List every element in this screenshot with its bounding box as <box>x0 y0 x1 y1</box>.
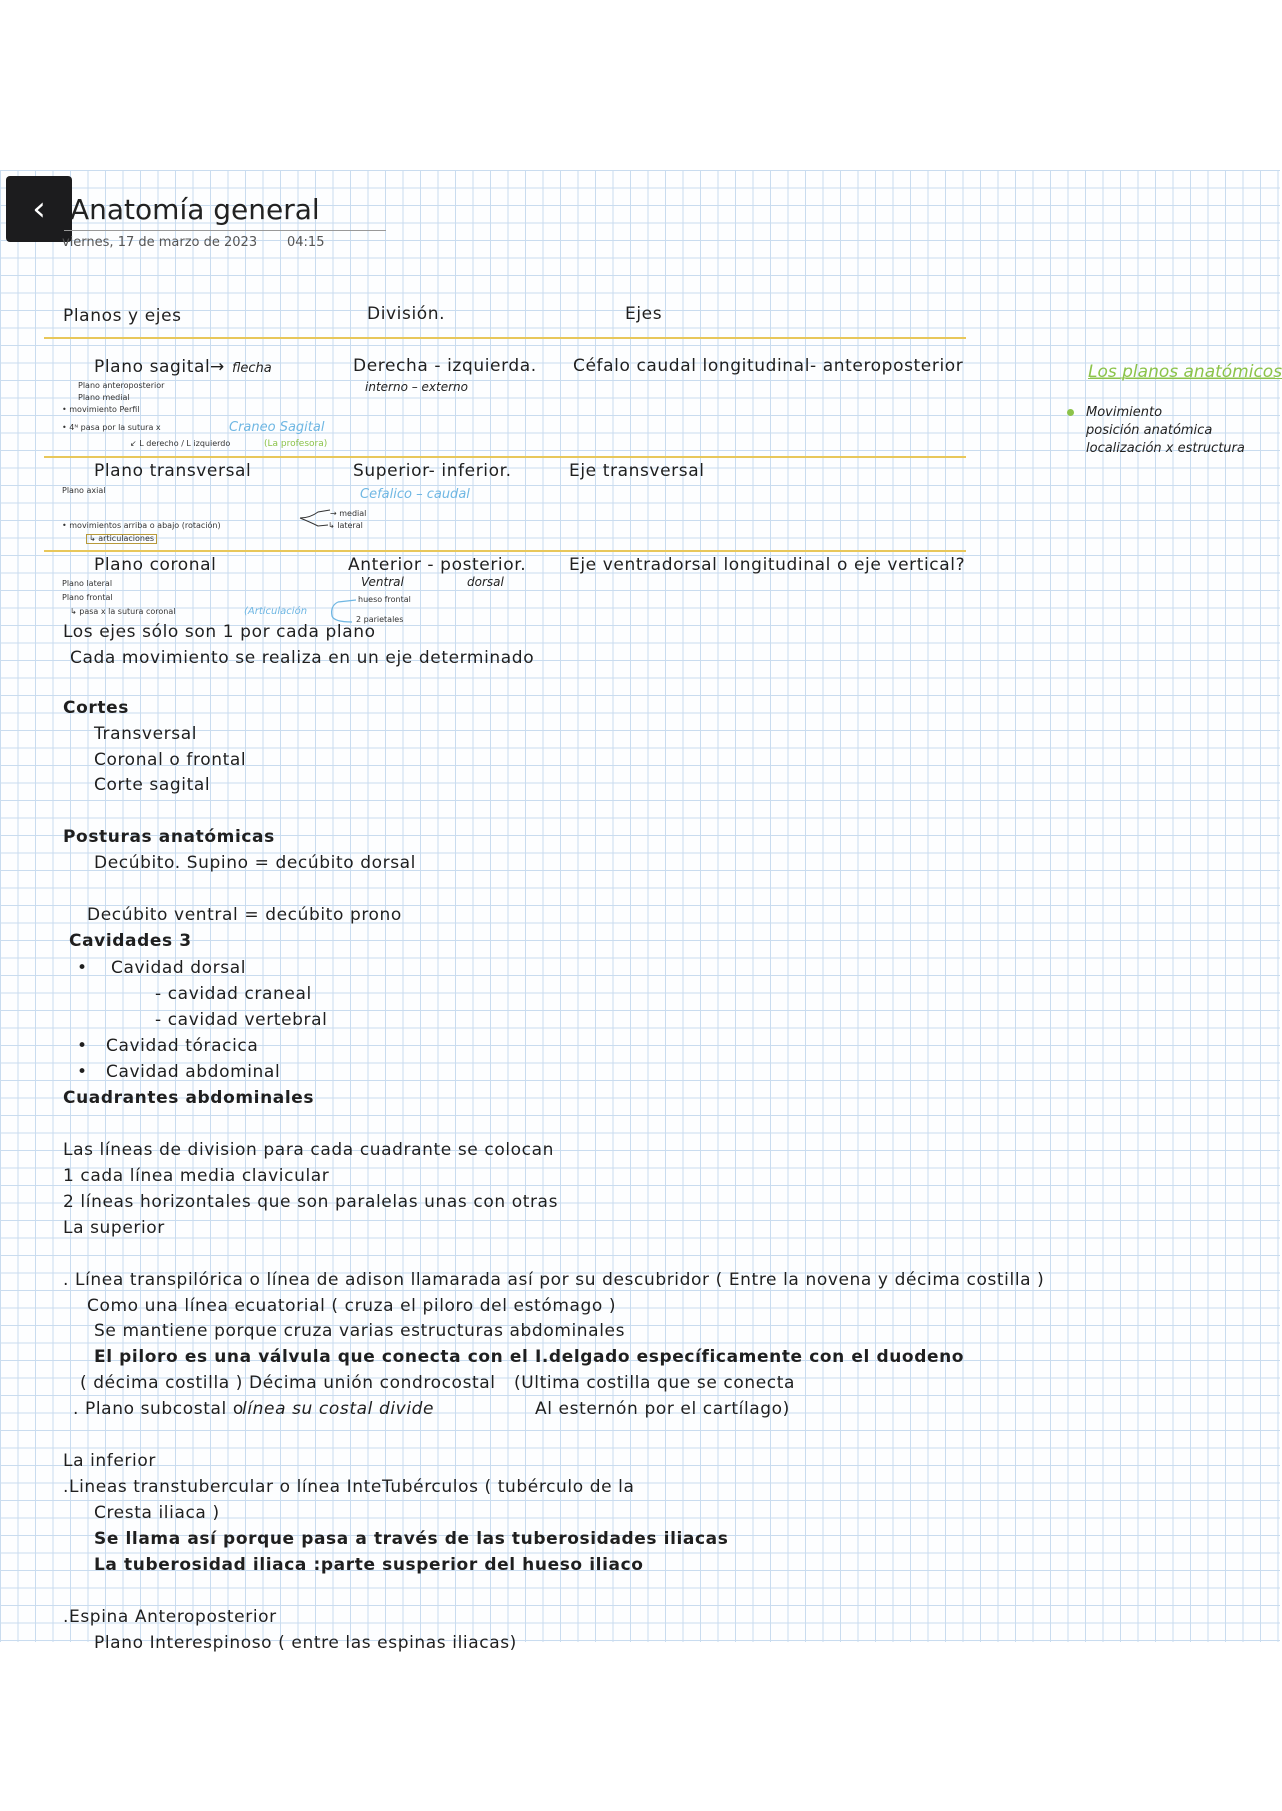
division-coronal: Anterior - posterior. <box>348 555 527 575</box>
sub-line: • 4ᴺ pasa por la sutura x <box>62 423 161 432</box>
sub-line: Plano frontal <box>62 593 113 602</box>
text-line: línea su costal divide <box>242 1399 435 1419</box>
list-item: Cavidad abdominal <box>106 1062 281 1082</box>
side-note-line: localización x estructura <box>1086 441 1245 456</box>
text-line: La superior <box>63 1218 165 1238</box>
sub-line: ↳ articulaciones <box>86 534 157 544</box>
sub-line-blue: Craneo Sagital <box>229 420 325 435</box>
division-transversal-note: Cefalico – caudal <box>360 487 470 502</box>
text-line: Se llama así porque pasa a través de las tuberosidades iliacas <box>94 1529 729 1549</box>
plane-coronal: Plano coronal <box>94 555 217 575</box>
sub-line: • movimiento Perfil <box>62 405 140 414</box>
text-line: 1 cada línea media clavicular <box>63 1166 330 1186</box>
text-line: Los ejes sólo son 1 por cada plano <box>63 622 376 642</box>
division-sagital: Derecha - izquierda. <box>353 356 537 376</box>
side-note-title: Los planos anatómicos <box>1088 362 1282 382</box>
text-line: El piloro es una válvula que conecta con el I.delgado específicamente con el duodeno <box>94 1347 965 1367</box>
text-line: Cresta iliaca ) <box>94 1503 220 1523</box>
division-coronal-dorsal: dorsal <box>467 575 504 589</box>
text-line: .Espina Anteroposterior <box>63 1607 277 1627</box>
sub-line-blue: (Articulación <box>244 606 308 617</box>
sub-line: ↙ L derecho / L izquierdo <box>130 439 231 448</box>
plane-sagital: Plano sagital <box>94 357 211 377</box>
text-line: Al esternón por el cartílago) <box>535 1399 790 1419</box>
sub-line: → medial <box>330 509 367 518</box>
note-date: viernes, 17 de marzo de 2023 <box>62 235 258 250</box>
sub-line: ↳ pasa x la sutura coronal <box>70 607 176 616</box>
list-item: - cavidad vertebral <box>155 1010 328 1030</box>
list-item: Corte sagital <box>94 775 211 795</box>
text-line: ( décima costilla ) Décima unión condrocostal <box>80 1373 496 1393</box>
plane-sagital-note: flecha <box>232 361 272 376</box>
text-line: .Lineas transtubercular o línea InteTubérculos ( tubérculo de la <box>63 1477 635 1497</box>
text-line: Se mantiene porque cruza varias estructuras abdominales <box>94 1321 626 1341</box>
sub-line: hueso frontal <box>358 595 411 604</box>
header-division: División. <box>367 304 446 324</box>
text-line: (Ultima costilla que se conecta <box>514 1373 795 1393</box>
axis-coronal: Eje ventradorsal longitudinal o eje vertical? <box>569 555 966 575</box>
sub-line: Plano anteroposterior <box>78 381 165 390</box>
section-heading-cuadrantes: Cuadrantes abdominales <box>63 1088 315 1108</box>
text-line: Como una línea ecuatorial ( cruza el piloro del estómago ) <box>87 1296 617 1316</box>
sub-line: • movimientos arriba o abajo (rotación) <box>62 521 221 530</box>
sub-line: 2 parietales <box>356 615 404 624</box>
list-item: Cavidad dorsal <box>111 958 247 978</box>
list-item: Cavidad tóracica <box>106 1036 259 1056</box>
text-line: Las líneas de division para cada cuadrante se colocan <box>63 1140 554 1160</box>
text-line: Decúbito. Supino = decúbito dorsal <box>94 853 417 873</box>
axis-transversal: Eje transversal <box>569 461 705 481</box>
text-line: La inferior <box>63 1451 156 1471</box>
header-ejes: Ejes <box>625 304 663 324</box>
list-item: Coronal o frontal <box>94 750 247 770</box>
page-title: Anatomía general <box>70 193 320 226</box>
sub-line: Plano medial <box>78 393 130 402</box>
sub-line: Plano axial <box>62 486 106 495</box>
list-item: Transversal <box>94 724 198 744</box>
side-note-bullet <box>1067 409 1074 416</box>
sub-line: Plano lateral <box>62 579 113 588</box>
sub-line-green: (La profesora) <box>264 439 328 449</box>
section-heading-posturas: Posturas anatómicas <box>63 827 275 847</box>
text-line: La tuberosidad iliaca :parte susperior del hueso iliaco <box>94 1555 644 1575</box>
list-item: - cavidad craneal <box>155 984 312 1004</box>
division-coronal-ventral: Ventral <box>361 575 404 589</box>
side-note-line: posición anatómica <box>1086 423 1213 438</box>
text-line: . Línea transpilórica o línea de adison llamarada así por su descubridor ( Entre la novena y décima costilla ) <box>63 1270 1045 1290</box>
text-line: Cada movimiento se realiza en un eje determinado <box>70 648 535 668</box>
text-line: . Plano subcostal o <box>73 1399 244 1419</box>
note-time: 04:15 <box>287 235 325 250</box>
section-heading-cavidades: Cavidades 3 <box>69 931 192 951</box>
division-transversal: Superior- inferior. <box>353 461 512 481</box>
chevron-left-icon: ‹ <box>32 189 46 229</box>
side-note-line: Movimiento <box>1086 405 1163 420</box>
plane-transversal: Plano transversal <box>94 461 252 481</box>
text-line: Decúbito ventral = decúbito prono <box>87 905 402 925</box>
axis-sagital: Céfalo caudal longitudinal- anteroposterior <box>573 356 964 376</box>
clipped-line-container <box>0 1633 1280 1653</box>
text-line: 2 líneas horizontales que son paralelas unas con otras <box>63 1192 559 1212</box>
text-line: Plano Interespinoso ( entre las espinas iliacas) <box>94 1633 517 1653</box>
division-sagital-note: interno – externo <box>365 380 468 394</box>
header-planos: Planos y ejes <box>63 306 182 326</box>
section-heading-cortes: Cortes <box>63 698 129 718</box>
sub-line: ↳ lateral <box>328 521 363 530</box>
